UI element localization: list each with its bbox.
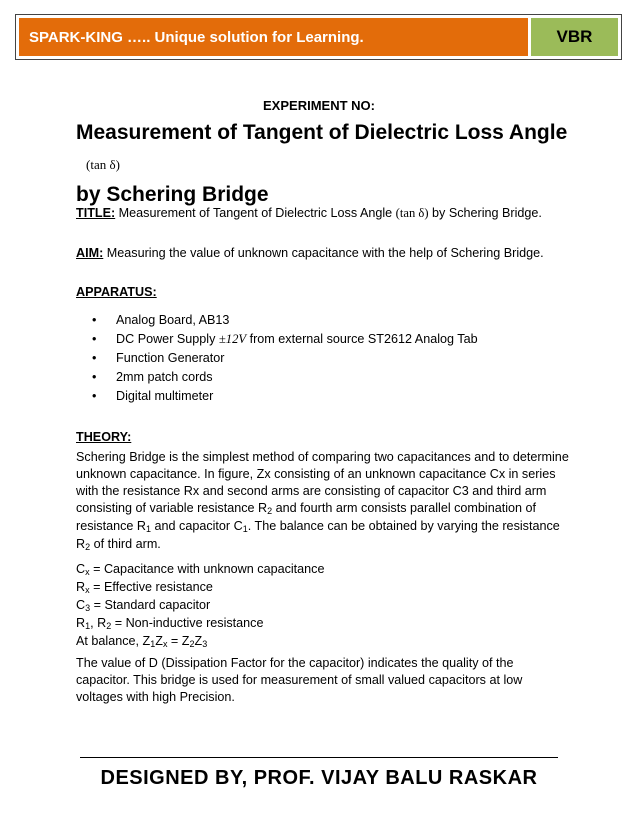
definitions-list — [76, 561, 576, 651]
list-item — [92, 349, 478, 368]
title-label: TITLE: — [76, 206, 116, 220]
supply-voltage-math: ±12V — [218, 332, 247, 346]
list-item-text: Digital multimeter — [116, 389, 214, 403]
subscript: 3 — [85, 603, 91, 613]
def-text: Z — [194, 634, 203, 648]
apparatus-label: APPARATUS: — [76, 285, 157, 299]
main-title — [76, 118, 576, 210]
subscript: x — [85, 567, 90, 577]
theory-text: and capacitor C — [151, 519, 243, 533]
def-text: Z — [155, 634, 163, 648]
theory-text: and fourth arm consists parallel combination of resistance R — [76, 501, 537, 533]
theory-paragraph-2: The value of D (Dissipation Factor for the capacitor) indicates the quality of the capacitor. This bridge is used for measurement of small valued capacitors at low voltages with high Precision. — [76, 656, 523, 704]
page-header — [15, 14, 622, 60]
theory-text: Schering Bridge is the simplest method of comparing two capacitances and to determine unknown capacitance. In figure, Zx consisting of an unknown capacitance Cx in series with the resistance Rx and second arms are consisting of capacitor C3 and third arm consisting of variable resistance R — [76, 450, 569, 515]
aim-section — [76, 245, 576, 262]
def-text: C — [76, 598, 86, 612]
aim-label: AIM: — [76, 246, 104, 260]
subscript: 1 — [146, 524, 152, 534]
title-math: (tan δ) — [395, 206, 429, 220]
title-text-before: Measurement of Tangent of Dielectric Loss Angle — [115, 206, 396, 220]
list-item-text: Function Generator — [116, 351, 225, 365]
balance-equation — [76, 633, 576, 651]
main-title-line1: Measurement of Tangent of Dielectric Loss Angle — [76, 121, 568, 144]
footer-credit: DESIGNED BY, PROF. VIJAY BALU RASKAR — [100, 767, 538, 789]
theory-paragraph-1 — [76, 449, 571, 554]
def-text: R — [76, 580, 86, 594]
def-text: = Effective resistance — [89, 580, 213, 594]
def-text: At balance, Z — [76, 634, 151, 648]
subscript: 2 — [189, 639, 195, 649]
def-text: C — [76, 562, 86, 576]
experiment-number: EXPERIMENT NO: — [263, 98, 375, 113]
theory-text: of third arm. — [90, 537, 161, 551]
theory-text: . The balance can be obtained by varying the resistance R — [76, 519, 560, 551]
header-initials: VBR — [531, 18, 618, 56]
theory-heading — [76, 429, 576, 446]
list-item-text: DC Power Supply — [116, 332, 219, 346]
definition-rx — [76, 579, 576, 597]
subscript: x — [85, 585, 90, 595]
apparatus-heading — [76, 284, 576, 301]
subscript: 1 — [150, 639, 156, 649]
def-text: = Z — [167, 634, 190, 648]
def-text: = Capacitance with unknown capacitance — [89, 562, 325, 576]
list-item — [92, 311, 478, 330]
title-section — [76, 205, 576, 222]
def-text: , R — [90, 616, 107, 630]
def-text: = Non-inductive resistance — [111, 616, 264, 630]
subscript: x — [162, 639, 168, 649]
main-title-math: (tan δ) — [86, 157, 120, 172]
subscript: 2 — [106, 621, 112, 631]
title-text-after: by Schering Bridge. — [428, 206, 542, 220]
definition-c3 — [76, 597, 576, 615]
subscript: 1 — [242, 524, 248, 534]
list-item — [92, 330, 478, 349]
apparatus-list — [92, 311, 478, 406]
theory-label: THEORY: — [76, 430, 132, 444]
subscript: 2 — [85, 542, 91, 552]
definition-cx — [76, 561, 576, 579]
def-text: = Standard capacitor — [90, 598, 211, 612]
definition-r1-r2 — [76, 615, 576, 633]
list-item-text: 2mm patch cords — [116, 370, 213, 384]
list-item — [92, 387, 478, 406]
list-item-text: Analog Board, AB13 — [116, 313, 230, 327]
subscript: 1 — [85, 621, 91, 631]
subscript: 3 — [202, 639, 208, 649]
header-tagline: SPARK-KING ….. Unique solution for Learning. — [19, 18, 528, 56]
def-text: R — [76, 616, 86, 630]
list-item-text: from external source ST2612 Analog Tab — [246, 332, 478, 346]
main-title-line2: by Schering Bridge — [76, 183, 269, 206]
aim-text: Measuring the value of unknown capacitance with the help of Schering Bridge. — [103, 246, 544, 260]
footer-divider — [80, 757, 558, 758]
subscript: 2 — [267, 506, 273, 516]
list-item — [92, 368, 478, 387]
